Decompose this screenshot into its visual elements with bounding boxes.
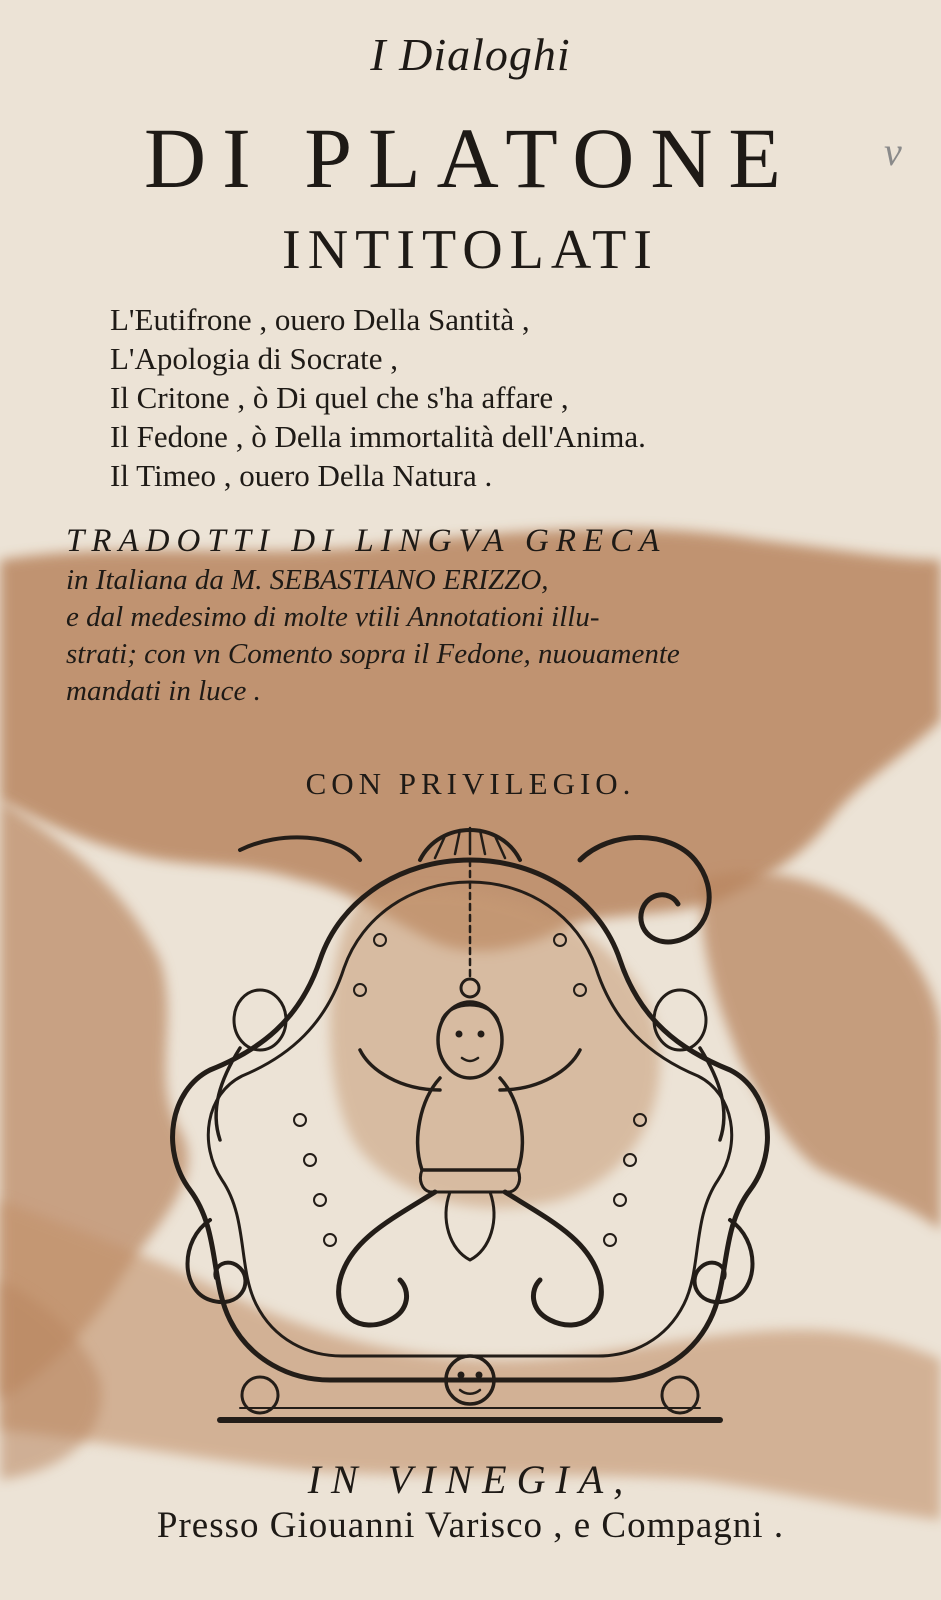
heading-main: DI PLATONE (144, 110, 797, 206)
heading-sub: INTITOLATI (282, 219, 659, 281)
dialog-line: Il Timeo , ouero Della Natura . (110, 458, 493, 493)
translation-line: TRADOTTI DI LINGVA GRECA (66, 523, 667, 559)
margin-pencil-mark: v (884, 129, 902, 174)
privilege-line: CON PRIVILEGIO. (305, 766, 636, 801)
dialog-line: Il Fedone , ò Della immortalità dell'Anima. (110, 419, 646, 454)
translation-line: strati; con vn Comento sopra il Fedone, nuouamente (66, 638, 680, 670)
translation-statement (66, 520, 886, 710)
printers-mark-siren-cartouche-icon (150, 820, 790, 1440)
translation-line: in Italiana da M. SEBASTIANO ERIZZO, (66, 564, 549, 596)
translation-line: e dal medesimo di molte vtili Annotationi illu- (66, 601, 600, 633)
imprint-printer: Presso Giouanni Varisco , e Compagni . (156, 1505, 785, 1546)
dialog-list (110, 300, 910, 495)
imprint-place: IN VINEGIA, (307, 1457, 634, 1502)
dialog-line: L'Eutifrone , ouero Della Santità , (110, 302, 530, 337)
translation-line: mandati in luce . (66, 675, 261, 707)
dialog-line: L'Apologia di Socrate , (110, 341, 398, 376)
dialog-line: Il Critone , ò Di quel che s'ha affare , (110, 380, 569, 415)
heading-small: I Dialoghi (370, 29, 571, 80)
